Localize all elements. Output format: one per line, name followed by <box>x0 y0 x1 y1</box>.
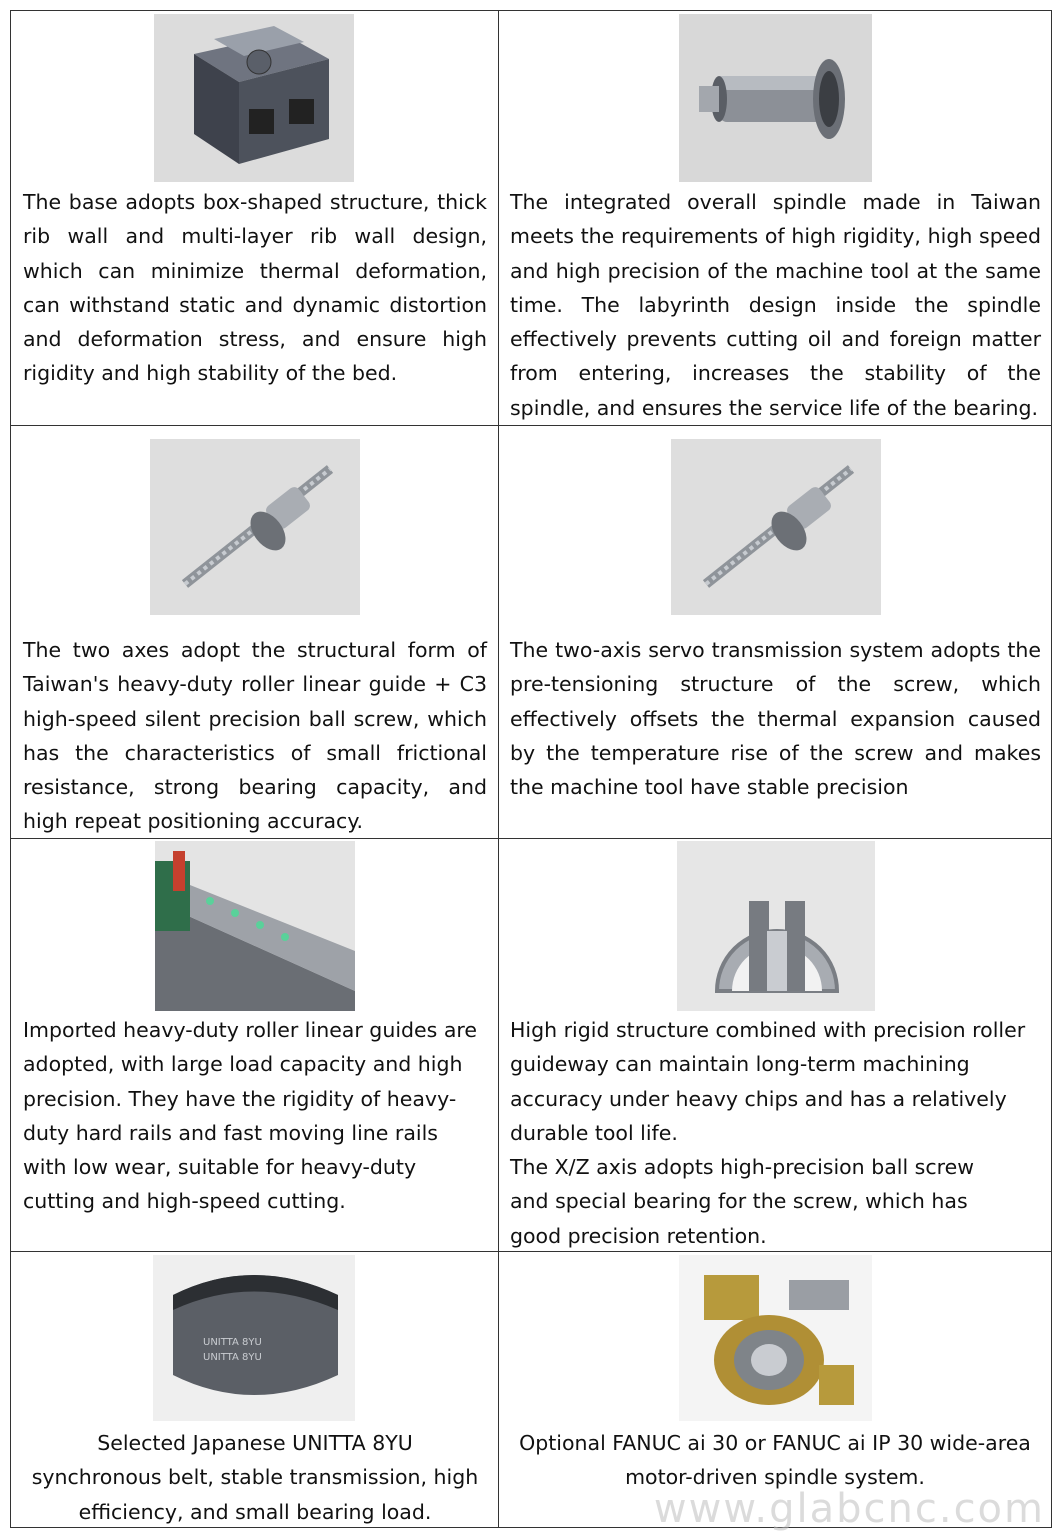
spindle-motor-icon <box>679 1255 872 1421</box>
feature-text: The two-axis servo transmission system adopts the pre-tensioning structure of the screw, which effectively offsets the thermal expansion caused by the temperature rise of the screw and makes the machine tool have stable precision <box>510 638 1041 800</box>
feature-cell-ball-screw <box>11 426 499 839</box>
feature-text-secondary: The X/Z axis adopts high-precision ball screw and special bearing for the screw, which has good precision retention. <box>510 1155 974 1248</box>
feature-text: Optional FANUC ai 30 or FANUC ai IP 30 wide-area motor-driven spindle system. <box>519 1431 1031 1490</box>
feature-text: The two axes adopt the structural form of Taiwan's heavy-duty roller linear guide + C3 high-speed silent precision ball screw, which has the characteristics of small frictional resistance, strong bearing capacity, and high repeat positioning accuracy. <box>23 638 487 834</box>
feature-cell-belt <box>11 1252 499 1528</box>
feature-cell-base <box>11 11 499 426</box>
feature-cell-spindle <box>499 11 1051 426</box>
feature-table <box>10 10 1052 1528</box>
rigid-structure-icon <box>677 841 875 1011</box>
watermark: www.glabcnc.com <box>653 1486 1045 1532</box>
belt-label: UNITTA 8YU <box>203 1352 262 1363</box>
machine-base-icon <box>154 14 354 182</box>
feature-text: Imported heavy-duty roller linear guides are adopted, with large load capacity and high precision. They have the rigidity of heavy-duty hard rails and fast moving line rails with low wear, suitable for heavy-duty cutting and high-speed cutting. <box>23 1018 477 1214</box>
feature-text: The base adopts box-shaped structure, thick rib wall and multi-layer rib wall design, which can minimize thermal deformation, can withstand static and dynamic distortion and deformation stress, and ensure high rigidity and high stability of the bed. <box>23 190 487 386</box>
feature-cell-linear-guide <box>11 839 499 1252</box>
feature-text: Selected Japanese UNITTA 8YU synchronous belt, stable transmission, high efficiency, and small bearing load. <box>31 1431 479 1524</box>
feature-text: High rigid structure combined with precision roller guideway can maintain long-term machining accuracy under heavy chips and has a relatively durable tool life. <box>510 1018 1026 1145</box>
belt-label: UNITTA 8YU <box>203 1337 262 1348</box>
linear-guide-icon <box>155 841 355 1011</box>
ball-screw-icon <box>671 439 881 615</box>
spindle-icon <box>679 14 872 182</box>
feature-cell-rigid-structure <box>499 839 1051 1252</box>
synchronous-belt-icon <box>153 1255 355 1421</box>
feature-cell-servo <box>499 426 1051 839</box>
feature-text: The integrated overall spindle made in Taiwan meets the requirements of high rigidity, high speed and high precision of the machine tool at the same time. The labyrinth design inside the spindle effectively prevents cutting oil and foreign matter from entering, increases the stability of the spindle, and ensures the service life of the bearing. <box>510 190 1041 420</box>
ball-screw-icon <box>150 439 360 615</box>
